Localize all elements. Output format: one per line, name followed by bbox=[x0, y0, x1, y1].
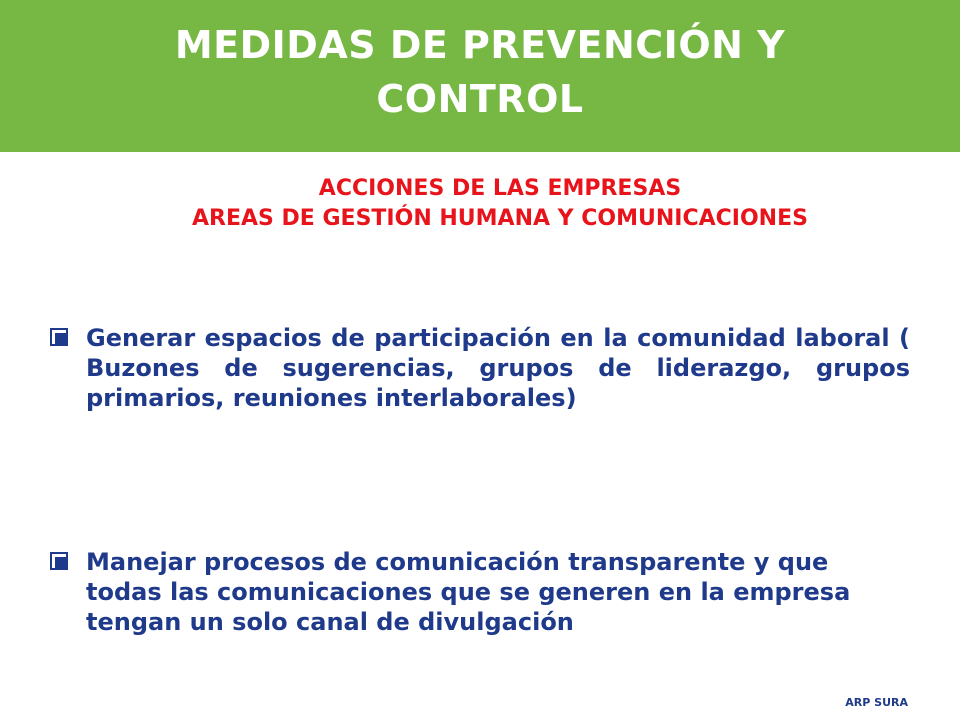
bullet-item-participation bbox=[50, 323, 910, 413]
slide-title-line-1: MEDIDAS DE PREVENCIÓN Y bbox=[174, 23, 786, 67]
section-subtitle bbox=[40, 174, 960, 234]
subtitle-line-2: AREAS DE GESTIÓN HUMANA Y COMUNICACIONES bbox=[192, 206, 808, 231]
square-bullet-icon bbox=[50, 328, 68, 346]
slide-title-line-2: CONTROL bbox=[376, 77, 584, 121]
bullet-item-communication bbox=[50, 547, 910, 637]
slide-title bbox=[0, 18, 960, 126]
square-bullet-icon bbox=[50, 552, 68, 570]
subtitle-line-1: ACCIONES DE LAS EMPRESAS bbox=[318, 176, 682, 201]
footer-label: ARP SURA bbox=[845, 696, 908, 709]
bullet-text: Generar espacios de participación en la comunidad laboral ( Buzones de sugerencias, grupos de liderazgo, grupos primarios, reuniones interlaborales) bbox=[86, 324, 910, 412]
bullet-text: Manejar procesos de comunicación transparente y que todas las comunicaciones que se generen en la empresa tengan un solo canal de divulgación bbox=[86, 548, 851, 636]
